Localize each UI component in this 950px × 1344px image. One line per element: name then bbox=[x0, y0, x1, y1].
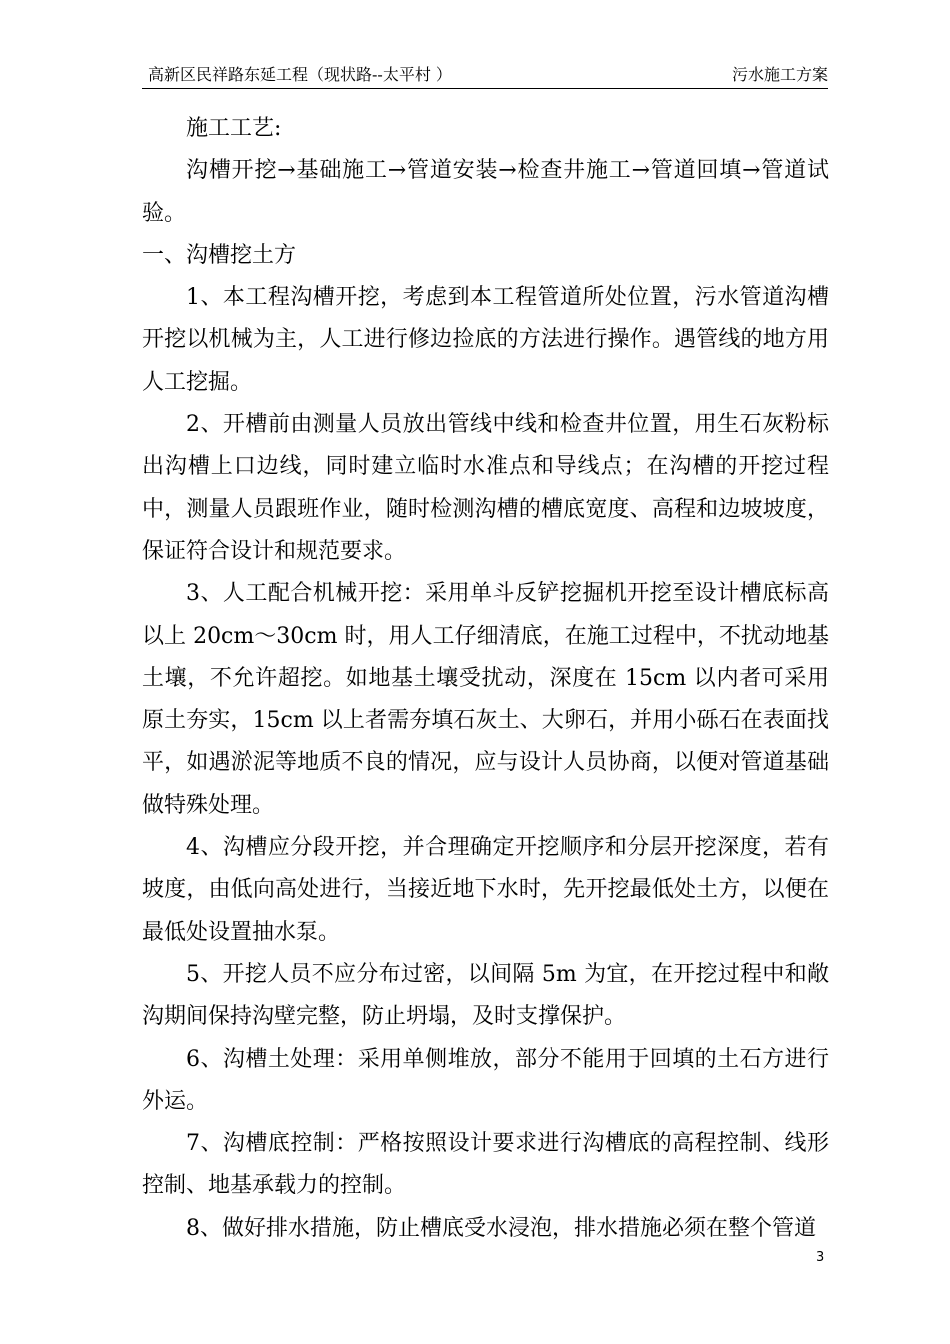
process-flow-paragraph: 沟槽开挖→基础施工→管道安装→检查井施工→管道回填→管道试验。 bbox=[142, 158, 829, 226]
body-paragraph: 3、人工配合机械开挖：采用单斗反铲挖掘机开挖至设计槽底标高以上 20cm～30cm 时，用人工仔细清底，在施工过程中，不扰动地基土壤，不允许超挖。如地基土壤受扰动，深度在 15cm 以内者可采用原土夯实，15cm 以上者需夯填石灰土、大卵石，并用小砾石在表面找平，如遇淤泥等地质不良的情况，应与设计人员协商，以便对管道基础做特殊处理。 bbox=[142, 581, 829, 818]
document-body bbox=[142, 108, 829, 1250]
body-paragraph: 4、沟槽应分段开挖，并合理确定开挖顺序和分层开挖深度，若有坡度，由低向高处进行，当接近地下水时，先开挖最低处土方，以便在最低处设置抽水泵。 bbox=[142, 835, 829, 945]
header-document-title: 污水施工方案 bbox=[731, 65, 828, 84]
body-paragraph: 6、沟槽土处理：采用单侧堆放，部分不能用于回填的土石方进行外运。 bbox=[142, 1046, 829, 1114]
body-paragraph: 1、本工程沟槽开挖，考虑到本工程管道所处位置，污水管道沟槽开挖以机械为主，人工进行修边捡底的方法进行操作。遇管线的地方用人工挖掘。 bbox=[142, 285, 829, 395]
body-paragraph: 8、做好排水措施，防止槽底受水浸泡，排水措施必须在整个管道 bbox=[186, 1215, 816, 1241]
body-paragraph: 5、开挖人员不应分布过密，以间隔 5m 为宜，在开挖过程中和敞沟期间保持沟壁完整，防止坍塌，及时支撑保护。 bbox=[142, 961, 829, 1030]
section-label: 施工工艺: bbox=[186, 116, 282, 141]
header-project-title: 高新区民祥路东延工程（现状路--太平村 ） bbox=[148, 65, 452, 84]
section-heading: 一、沟槽挖土方 bbox=[142, 242, 297, 268]
page-number: 3 bbox=[816, 1250, 825, 1265]
page-header bbox=[142, 64, 828, 89]
body-paragraph: 7、沟槽底控制：严格按照设计要求进行沟槽底的高程控制、线形控制、地基承载力的控制。 bbox=[142, 1131, 829, 1199]
body-paragraph: 2、开槽前由测量人员放出管线中线和检查井位置，用生石灰粉标出沟槽上口边线，同时建立临时水准点和导线点；在沟槽的开挖过程中，测量人员跟班作业，随时检测沟槽的槽底宽度、高程和边坡坡度，保证符合设计和规范要求。 bbox=[142, 412, 829, 564]
